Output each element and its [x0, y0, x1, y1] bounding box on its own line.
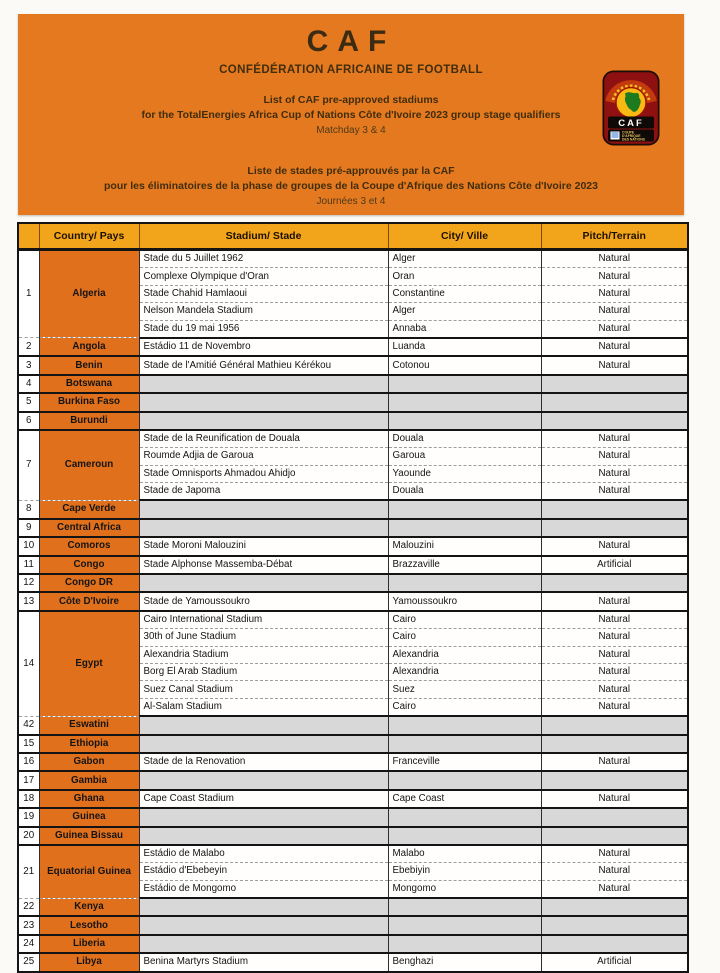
- pitch-type: Natural: [541, 338, 688, 356]
- stadium-name: Stade de Yamoussoukro: [139, 592, 388, 610]
- row-number: 22: [18, 898, 39, 916]
- pitch-type: Natural: [541, 698, 688, 716]
- city-name: Franceville: [388, 753, 541, 771]
- pitch-type: [541, 827, 688, 845]
- title-en-line2: for the TotalEnergies Africa Cup of Nations Côte d'Ivoire 2023 group stage qualifiers: [141, 109, 561, 121]
- row-number: 13: [18, 592, 39, 610]
- pitch-type: Natural: [541, 592, 688, 610]
- city-name: Alger: [388, 250, 541, 268]
- row-number: 42: [18, 716, 39, 734]
- pitch-type: Natural: [541, 646, 688, 663]
- row-number: 14: [18, 611, 39, 716]
- country-name: Angola: [39, 338, 139, 356]
- row-number: 5: [18, 393, 39, 411]
- row-number: 17: [18, 771, 39, 789]
- logo-sub-line3: DES NATIONS: [622, 137, 645, 142]
- row-number: 7: [18, 430, 39, 501]
- country-name: Côte D'Ivoire: [39, 592, 139, 610]
- stadium-name: [139, 771, 388, 789]
- stadium-name: [139, 412, 388, 430]
- country-name: Cape Verde: [39, 500, 139, 518]
- city-name: [388, 412, 541, 430]
- stadium-name: [139, 808, 388, 826]
- country-name: Liberia: [39, 935, 139, 953]
- country-name: Guinea: [39, 808, 139, 826]
- row-number: 12: [18, 574, 39, 592]
- row-number: 3: [18, 356, 39, 374]
- stadium-name: 30th of June Stadium: [139, 629, 388, 646]
- pitch-type: Artificial: [541, 556, 688, 574]
- row-number: 16: [18, 753, 39, 771]
- title-english: [18, 93, 684, 138]
- city-name: Yaounde: [388, 465, 541, 482]
- row-number: 11: [18, 556, 39, 574]
- pitch-type: [541, 898, 688, 916]
- table-row: [18, 574, 688, 592]
- stadium-name: Alexandria Stadium: [139, 646, 388, 663]
- pitch-type: Natural: [541, 611, 688, 629]
- stadium-name: Roumde Adjia de Garoua: [139, 448, 388, 465]
- city-name: [388, 716, 541, 734]
- city-name: Alger: [388, 303, 541, 320]
- table-row: [18, 393, 688, 411]
- row-number: 18: [18, 790, 39, 808]
- table-row: [18, 338, 688, 356]
- pitch-type: Natural: [541, 285, 688, 302]
- stadium-name: [139, 574, 388, 592]
- city-name: Douala: [388, 483, 541, 501]
- afcon-shield-logo: [602, 70, 660, 146]
- city-name: Annaba: [388, 320, 541, 338]
- pitch-type: Natural: [541, 790, 688, 808]
- pitch-type: Natural: [541, 880, 688, 898]
- country-name: Ghana: [39, 790, 139, 808]
- city-name: [388, 808, 541, 826]
- country-name: Congo: [39, 556, 139, 574]
- stadium-name: [139, 716, 388, 734]
- city-name: Ebebiyin: [388, 863, 541, 880]
- stadium-name: [139, 393, 388, 411]
- city-name: [388, 735, 541, 753]
- pitch-type: Natural: [541, 430, 688, 448]
- city-name: Brazzaville: [388, 556, 541, 574]
- pitch-type: Natural: [541, 448, 688, 465]
- stadium-name: Stade du 5 Juillet 1962: [139, 250, 388, 268]
- country-name: Guinea Bissau: [39, 827, 139, 845]
- title-fr-line2: pour les éliminatoires de la phase de groupes de la Coupe d'Afrique des Nations Côte d'Ivoire 2023: [104, 180, 598, 192]
- country-name: Eswatini: [39, 716, 139, 734]
- row-number: 9: [18, 519, 39, 537]
- country-name: Congo DR: [39, 574, 139, 592]
- city-name: Cape Coast: [388, 790, 541, 808]
- pitch-type: Natural: [541, 629, 688, 646]
- table-row: [18, 592, 688, 610]
- table-row: [18, 430, 688, 448]
- row-number: 15: [18, 735, 39, 753]
- title-french: [18, 164, 684, 209]
- stadium-name: Al-Salam Stadium: [139, 698, 388, 716]
- city-name: [388, 898, 541, 916]
- table-row: [18, 827, 688, 845]
- row-number: 2: [18, 338, 39, 356]
- table-row: [18, 935, 688, 953]
- stadium-name: [139, 500, 388, 518]
- city-name: Oran: [388, 268, 541, 285]
- city-name: Alexandria: [388, 646, 541, 663]
- city-name: Cotonou: [388, 356, 541, 374]
- stadium-table: [17, 222, 689, 973]
- city-name: Yamoussoukro: [388, 592, 541, 610]
- stadium-name: Stade du 19 mai 1956: [139, 320, 388, 338]
- stadium-name: [139, 519, 388, 537]
- pitch-type: Natural: [541, 681, 688, 698]
- city-name: Garoua: [388, 448, 541, 465]
- pitch-type: [541, 716, 688, 734]
- org-name: CONFÉDÉRATION AFRICAINE DE FOOTBALL: [219, 64, 483, 76]
- row-number: 21: [18, 845, 39, 898]
- city-name: [388, 935, 541, 953]
- table-row: [18, 845, 688, 863]
- pitch-type: Natural: [541, 320, 688, 338]
- city-name: Alexandria: [388, 663, 541, 680]
- pitch-type: Natural: [541, 250, 688, 268]
- country-name: Burundi: [39, 412, 139, 430]
- country-name: Burkina Faso: [39, 393, 139, 411]
- pitch-type: [541, 574, 688, 592]
- row-number: 1: [18, 250, 39, 338]
- row-number: 4: [18, 375, 39, 393]
- pitch-type: Natural: [541, 863, 688, 880]
- stadium-name: Estádio de Malabo: [139, 845, 388, 863]
- table-row: [18, 500, 688, 518]
- pitch-type: [541, 735, 688, 753]
- city-name: Cairo: [388, 698, 541, 716]
- table-body: [18, 250, 688, 972]
- logo-caf-label: CAF: [618, 118, 644, 129]
- row-number: 19: [18, 808, 39, 826]
- stadium-name: [139, 375, 388, 393]
- pitch-type: Artificial: [541, 953, 688, 971]
- country-name: Botswana: [39, 375, 139, 393]
- pitch-type: Natural: [541, 268, 688, 285]
- pitch-type: Natural: [541, 356, 688, 374]
- stadium-name: Stade de la Renovation: [139, 753, 388, 771]
- title-fr-line1: Liste de stades pré-approuvés par la CAF: [247, 165, 455, 177]
- stadium-name: Cairo International Stadium: [139, 611, 388, 629]
- pitch-type: [541, 771, 688, 789]
- table-header-row: [18, 223, 688, 250]
- pitch-type: [541, 916, 688, 934]
- table-row: [18, 771, 688, 789]
- city-name: Mongomo: [388, 880, 541, 898]
- country-name: Comoros: [39, 537, 139, 555]
- stadium-name: [139, 916, 388, 934]
- city-name: Suez: [388, 681, 541, 698]
- row-number: 24: [18, 935, 39, 953]
- stadium-name: [139, 735, 388, 753]
- table-row: [18, 953, 688, 971]
- stadium-name: Stade Alphonse Massemba-Débat: [139, 556, 388, 574]
- pitch-type: [541, 375, 688, 393]
- stadium-name: Estádio de Mongomo: [139, 880, 388, 898]
- title-fr-line3: Journées 3 et 4: [316, 196, 386, 207]
- table-row: [18, 916, 688, 934]
- pitch-type: [541, 500, 688, 518]
- stadium-name: Stade Moroni Malouzini: [139, 537, 388, 555]
- pitch-type: [541, 519, 688, 537]
- stadium-name: Complexe Olympique d'Oran: [139, 268, 388, 285]
- pitch-type: Natural: [541, 303, 688, 320]
- city-name: [388, 393, 541, 411]
- document-header: [18, 14, 684, 215]
- row-number: 8: [18, 500, 39, 518]
- table-row: [18, 556, 688, 574]
- table-row: [18, 790, 688, 808]
- stadium-name: Stade de l'Amitié Général Mathieu Kérékou: [139, 356, 388, 374]
- stadium-name: Stade Chahid Hamlaoui: [139, 285, 388, 302]
- row-number: 6: [18, 412, 39, 430]
- stadium-name: Stade Omnisports Ahmadou Ahidjo: [139, 465, 388, 482]
- table-row: [18, 356, 688, 374]
- pitch-type: Natural: [541, 663, 688, 680]
- pitch-type: Natural: [541, 537, 688, 555]
- title-en-line1: List of CAF pre-approved stadiums: [263, 94, 439, 106]
- city-name: Luanda: [388, 338, 541, 356]
- city-name: Malouzini: [388, 537, 541, 555]
- table-row: [18, 898, 688, 916]
- country-name: Gabon: [39, 753, 139, 771]
- country-name: Benin: [39, 356, 139, 374]
- city-name: [388, 500, 541, 518]
- city-name: [388, 916, 541, 934]
- table-row: [18, 412, 688, 430]
- table-row: [18, 250, 688, 268]
- country-name: Gambia: [39, 771, 139, 789]
- stadium-name: Estádio d'Ebebeyin: [139, 863, 388, 880]
- city-name: Cairo: [388, 611, 541, 629]
- logo-sub-line2: D'AFRIQUE: [622, 134, 641, 139]
- country-name: Kenya: [39, 898, 139, 916]
- pitch-type: Natural: [541, 753, 688, 771]
- caf-wordmark: CAF: [306, 25, 396, 58]
- pitch-type: [541, 393, 688, 411]
- pitch-type: Natural: [541, 483, 688, 501]
- header-pitch-column: Pitch/Terrain: [541, 223, 688, 250]
- table-row: [18, 753, 688, 771]
- city-name: [388, 574, 541, 592]
- stadium-name: [139, 827, 388, 845]
- row-number: 20: [18, 827, 39, 845]
- table-row: [18, 808, 688, 826]
- stadium-name: Benina Martyrs Stadium: [139, 953, 388, 971]
- country-name: Ethiopia: [39, 735, 139, 753]
- header-country-column: Country/ Pays: [39, 223, 139, 250]
- table-row: [18, 735, 688, 753]
- table-row: [18, 519, 688, 537]
- country-name: Central Africa: [39, 519, 139, 537]
- country-name: Equatorial Guinea: [39, 845, 139, 898]
- header-index-column: [18, 223, 39, 250]
- header-city-column: City/ Ville: [388, 223, 541, 250]
- pitch-type: [541, 412, 688, 430]
- stadium-name: Borg El Arab Stadium: [139, 663, 388, 680]
- city-name: [388, 375, 541, 393]
- stadium-name: Suez Canal Stadium: [139, 681, 388, 698]
- country-name: Egypt: [39, 611, 139, 716]
- country-name: Algeria: [39, 250, 139, 338]
- city-name: Douala: [388, 430, 541, 448]
- stadium-name: Cape Coast Stadium: [139, 790, 388, 808]
- stadium-name: [139, 898, 388, 916]
- stadium-name: Stade de Japoma: [139, 483, 388, 501]
- city-name: Cairo: [388, 629, 541, 646]
- table-row: [18, 375, 688, 393]
- country-name: Cameroun: [39, 430, 139, 501]
- city-name: [388, 519, 541, 537]
- stadium-name: Stade de la Reunification de Douala: [139, 430, 388, 448]
- city-name: [388, 827, 541, 845]
- row-number: 23: [18, 916, 39, 934]
- logo-sub-line1: COUPE: [622, 130, 635, 135]
- pitch-type: [541, 935, 688, 953]
- title-en-line3: Matchday 3 & 4: [316, 125, 386, 136]
- stadium-name: Estádio 11 de Novembro: [139, 338, 388, 356]
- header-stadium-column: Stadium/ Stade: [139, 223, 388, 250]
- table-row: [18, 537, 688, 555]
- pitch-type: Natural: [541, 845, 688, 863]
- row-number: 10: [18, 537, 39, 555]
- city-name: [388, 771, 541, 789]
- table-row: [18, 716, 688, 734]
- pitch-type: [541, 808, 688, 826]
- pitch-type: Natural: [541, 465, 688, 482]
- country-name: Lesotho: [39, 916, 139, 934]
- city-name: Benghazi: [388, 953, 541, 971]
- city-name: Constantine: [388, 285, 541, 302]
- city-name: Malabo: [388, 845, 541, 863]
- stadium-name: Nelson Mandela Stadium: [139, 303, 388, 320]
- row-number: 25: [18, 953, 39, 971]
- country-name: Libya: [39, 953, 139, 971]
- table-row: [18, 611, 688, 629]
- stadium-name: [139, 935, 388, 953]
